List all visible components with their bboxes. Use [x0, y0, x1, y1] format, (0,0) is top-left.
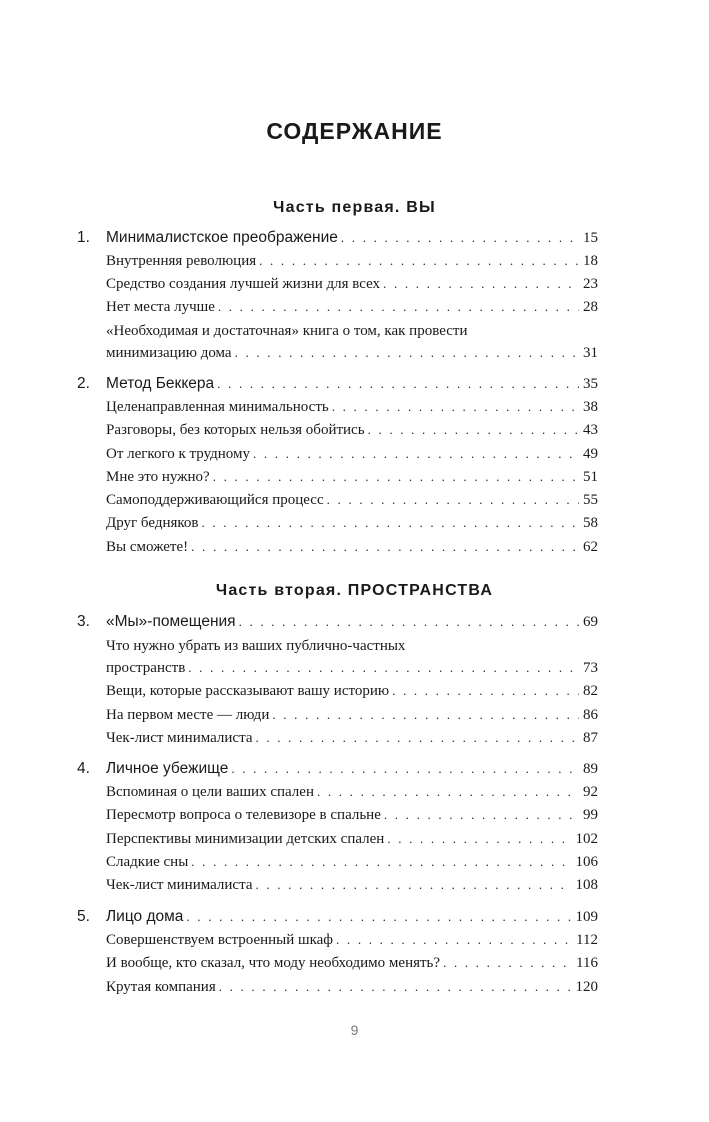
toc-entry-page: 106: [575, 854, 598, 870]
part-two-heading: Часть вторая. ПРОСТРАНСТВА: [215, 582, 494, 599]
part-one-heading: Часть первая. ВЫ: [273, 199, 436, 216]
toc-entry-section[interactable]: [106, 419, 598, 441]
leader-dots: [392, 680, 579, 702]
toc-entry-page: 116: [576, 955, 598, 971]
toc-entry-page: 38: [583, 399, 598, 415]
leader-dots: [213, 466, 579, 488]
toc-entry-title: «Мы»-помещения: [106, 613, 236, 630]
toc-entry-title: И вообще, кто сказал, что моду необходимо менять?: [106, 955, 441, 971]
toc-entry-title: Сладкие сны: [106, 854, 189, 870]
toc-entry-section[interactable]: [106, 466, 598, 488]
toc-entry-title: Самоподдерживающийся процесс: [106, 492, 324, 508]
toc-entry-title: На первом месте — люди: [106, 707, 270, 723]
leader-dots: [202, 512, 580, 534]
toc-entry-title: Целенаправленная минимальность: [106, 399, 329, 415]
chapter-number: 4.: [77, 760, 90, 777]
leader-dots: [384, 804, 579, 826]
toc-entry-section[interactable]: [106, 804, 598, 826]
toc-entry-section[interactable]: [106, 929, 598, 951]
toc-entry-chapter[interactable]: [106, 611, 598, 633]
toc-entry-section[interactable]: [106, 976, 598, 998]
toc-entry-section[interactable]: [106, 727, 598, 749]
toc-entry-title: Вы сможете!: [106, 539, 189, 555]
leader-dots: [231, 758, 579, 780]
toc-entry-section[interactable]: [106, 851, 598, 873]
toc-entry-page: 82: [583, 683, 598, 699]
leader-dots: [188, 657, 579, 679]
leader-dots: [186, 906, 571, 928]
toc-entry-section[interactable]: [106, 828, 598, 850]
toc-entry-title: Нет места лучше: [106, 299, 215, 315]
leader-dots: [383, 273, 579, 295]
leader-dots: [253, 443, 579, 465]
chapter-number: 2.: [77, 375, 90, 392]
toc-entry-section[interactable]: [106, 296, 598, 318]
toc-entry-section[interactable]: [106, 657, 598, 679]
leader-dots: [336, 929, 572, 951]
toc-entry-page: 35: [583, 376, 598, 392]
toc-entry-page: 87: [583, 730, 598, 746]
chapter-number: 3.: [77, 613, 90, 630]
toc-entry-page: 108: [575, 877, 598, 893]
leader-dots: [239, 611, 579, 633]
leader-dots: [317, 781, 579, 803]
toc-entry-title: Метод Беккера: [106, 375, 215, 392]
toc-entry-section[interactable]: [106, 704, 598, 726]
toc-entry-title: Пересмотр вопроса о телевизоре в спальне: [106, 807, 381, 823]
toc-entry-title: минимизацию дома: [106, 345, 232, 361]
toc-entry-page: 62: [583, 539, 598, 555]
leader-dots: [368, 419, 579, 441]
toc-entry-title: Вспоминая о цели ваших спален: [106, 784, 314, 800]
toc-entry-page: 51: [583, 469, 598, 485]
toc-entry-title: Минималистское преображение: [106, 229, 338, 246]
page-title: СОДЕРЖАНИЕ: [266, 118, 443, 144]
toc-entry-title: Разговоры, без которых нельзя обойтись: [106, 422, 365, 438]
toc-entry-section[interactable]: [106, 273, 598, 295]
toc-entry-title: Совершенствуем встроенный шкаф: [106, 932, 334, 948]
leader-dots: [191, 851, 571, 873]
toc-entry-section[interactable]: [106, 443, 598, 465]
leader-dots: [255, 727, 579, 749]
toc-entry-title: Внутренняя революция: [106, 253, 257, 269]
chapter-number: 1.: [77, 229, 90, 246]
toc-entry-title: Личное убежище: [106, 760, 229, 777]
toc-entry-chapter[interactable]: [106, 758, 598, 780]
toc-entry-section[interactable]: [106, 489, 598, 511]
toc-entry-page: 99: [583, 807, 598, 823]
leader-dots: [255, 874, 571, 896]
leader-dots: [332, 396, 579, 418]
leader-dots: [443, 952, 572, 974]
leader-dots: [191, 536, 579, 558]
leader-dots: [219, 976, 572, 998]
leader-dots: [341, 227, 579, 249]
toc-entry-title-line1[interactable]: Что нужно убрать из ваших публично-частных: [106, 638, 406, 654]
toc-entry-title-line1[interactable]: «Необходимая и достаточная» книга о том, как провести: [106, 323, 468, 339]
toc-entry-section[interactable]: [106, 781, 598, 803]
toc-entry-section[interactable]: [106, 680, 598, 702]
toc-entry-page: 120: [575, 979, 598, 995]
toc-entry-title: Средство создания лучшей жизни для всех: [106, 276, 381, 292]
toc-entry-section[interactable]: [106, 512, 598, 534]
leader-dots: [272, 704, 579, 726]
toc-entry-page: 18: [583, 253, 598, 269]
toc-entry-title: Друг бедняков: [106, 515, 199, 531]
page-number: 9: [350, 1022, 359, 1038]
toc-entry-page: 102: [575, 831, 598, 847]
leader-dots: [235, 342, 579, 364]
toc-entry-title: Вещи, которые рассказывают вашу историю: [106, 683, 390, 699]
toc-entry-chapter[interactable]: [106, 373, 598, 395]
leader-dots: [217, 373, 579, 395]
toc-entry-chapter[interactable]: [106, 227, 598, 249]
toc-entry-section[interactable]: [106, 342, 598, 364]
toc-entry-page: 86: [583, 707, 598, 723]
toc-entry-section[interactable]: [106, 874, 598, 896]
toc-entry-page: 112: [576, 932, 598, 948]
toc-entry-section[interactable]: [106, 536, 598, 558]
toc-entry-section[interactable]: [106, 952, 598, 974]
chapter-number: 5.: [77, 908, 90, 925]
toc-entry-page: 69: [583, 614, 598, 630]
toc-entry-section[interactable]: [106, 396, 598, 418]
toc-entry-chapter[interactable]: [106, 906, 598, 928]
toc-entry-page: 55: [583, 492, 598, 508]
toc-entry-title: Чек-лист минималиста: [106, 730, 253, 746]
toc-entry-page: 43: [583, 422, 598, 438]
toc-entry-title: Крутая компания: [106, 979, 216, 995]
toc-entry-page: 31: [583, 345, 598, 361]
toc-entry-page: 23: [583, 276, 598, 292]
toc-entry-page: 49: [583, 446, 598, 462]
toc-entry-title: Перспективы минимизации детских спален: [106, 831, 385, 847]
leader-dots: [218, 296, 579, 318]
toc-entry-page: 109: [575, 909, 598, 925]
toc-entry-title: Мне это нужно?: [106, 469, 210, 485]
toc-entry-page: 73: [583, 660, 598, 676]
toc-entry-page: 15: [583, 230, 598, 246]
toc-entry-section[interactable]: [106, 250, 598, 272]
leader-dots: [327, 489, 579, 511]
leader-dots: [387, 828, 571, 850]
leader-dots: [259, 250, 579, 272]
toc-entry-title: пространств: [106, 660, 186, 676]
toc-entry-title: Чек-лист минималиста: [106, 877, 253, 893]
toc-entry-title: От легкого к трудному: [106, 446, 250, 462]
toc-entry-page: 89: [583, 761, 598, 777]
toc-entry-title: Лицо дома: [106, 908, 184, 925]
toc-entry-page: 92: [583, 784, 598, 800]
toc-entry-page: 28: [583, 299, 598, 315]
toc-entry-page: 58: [583, 515, 598, 531]
